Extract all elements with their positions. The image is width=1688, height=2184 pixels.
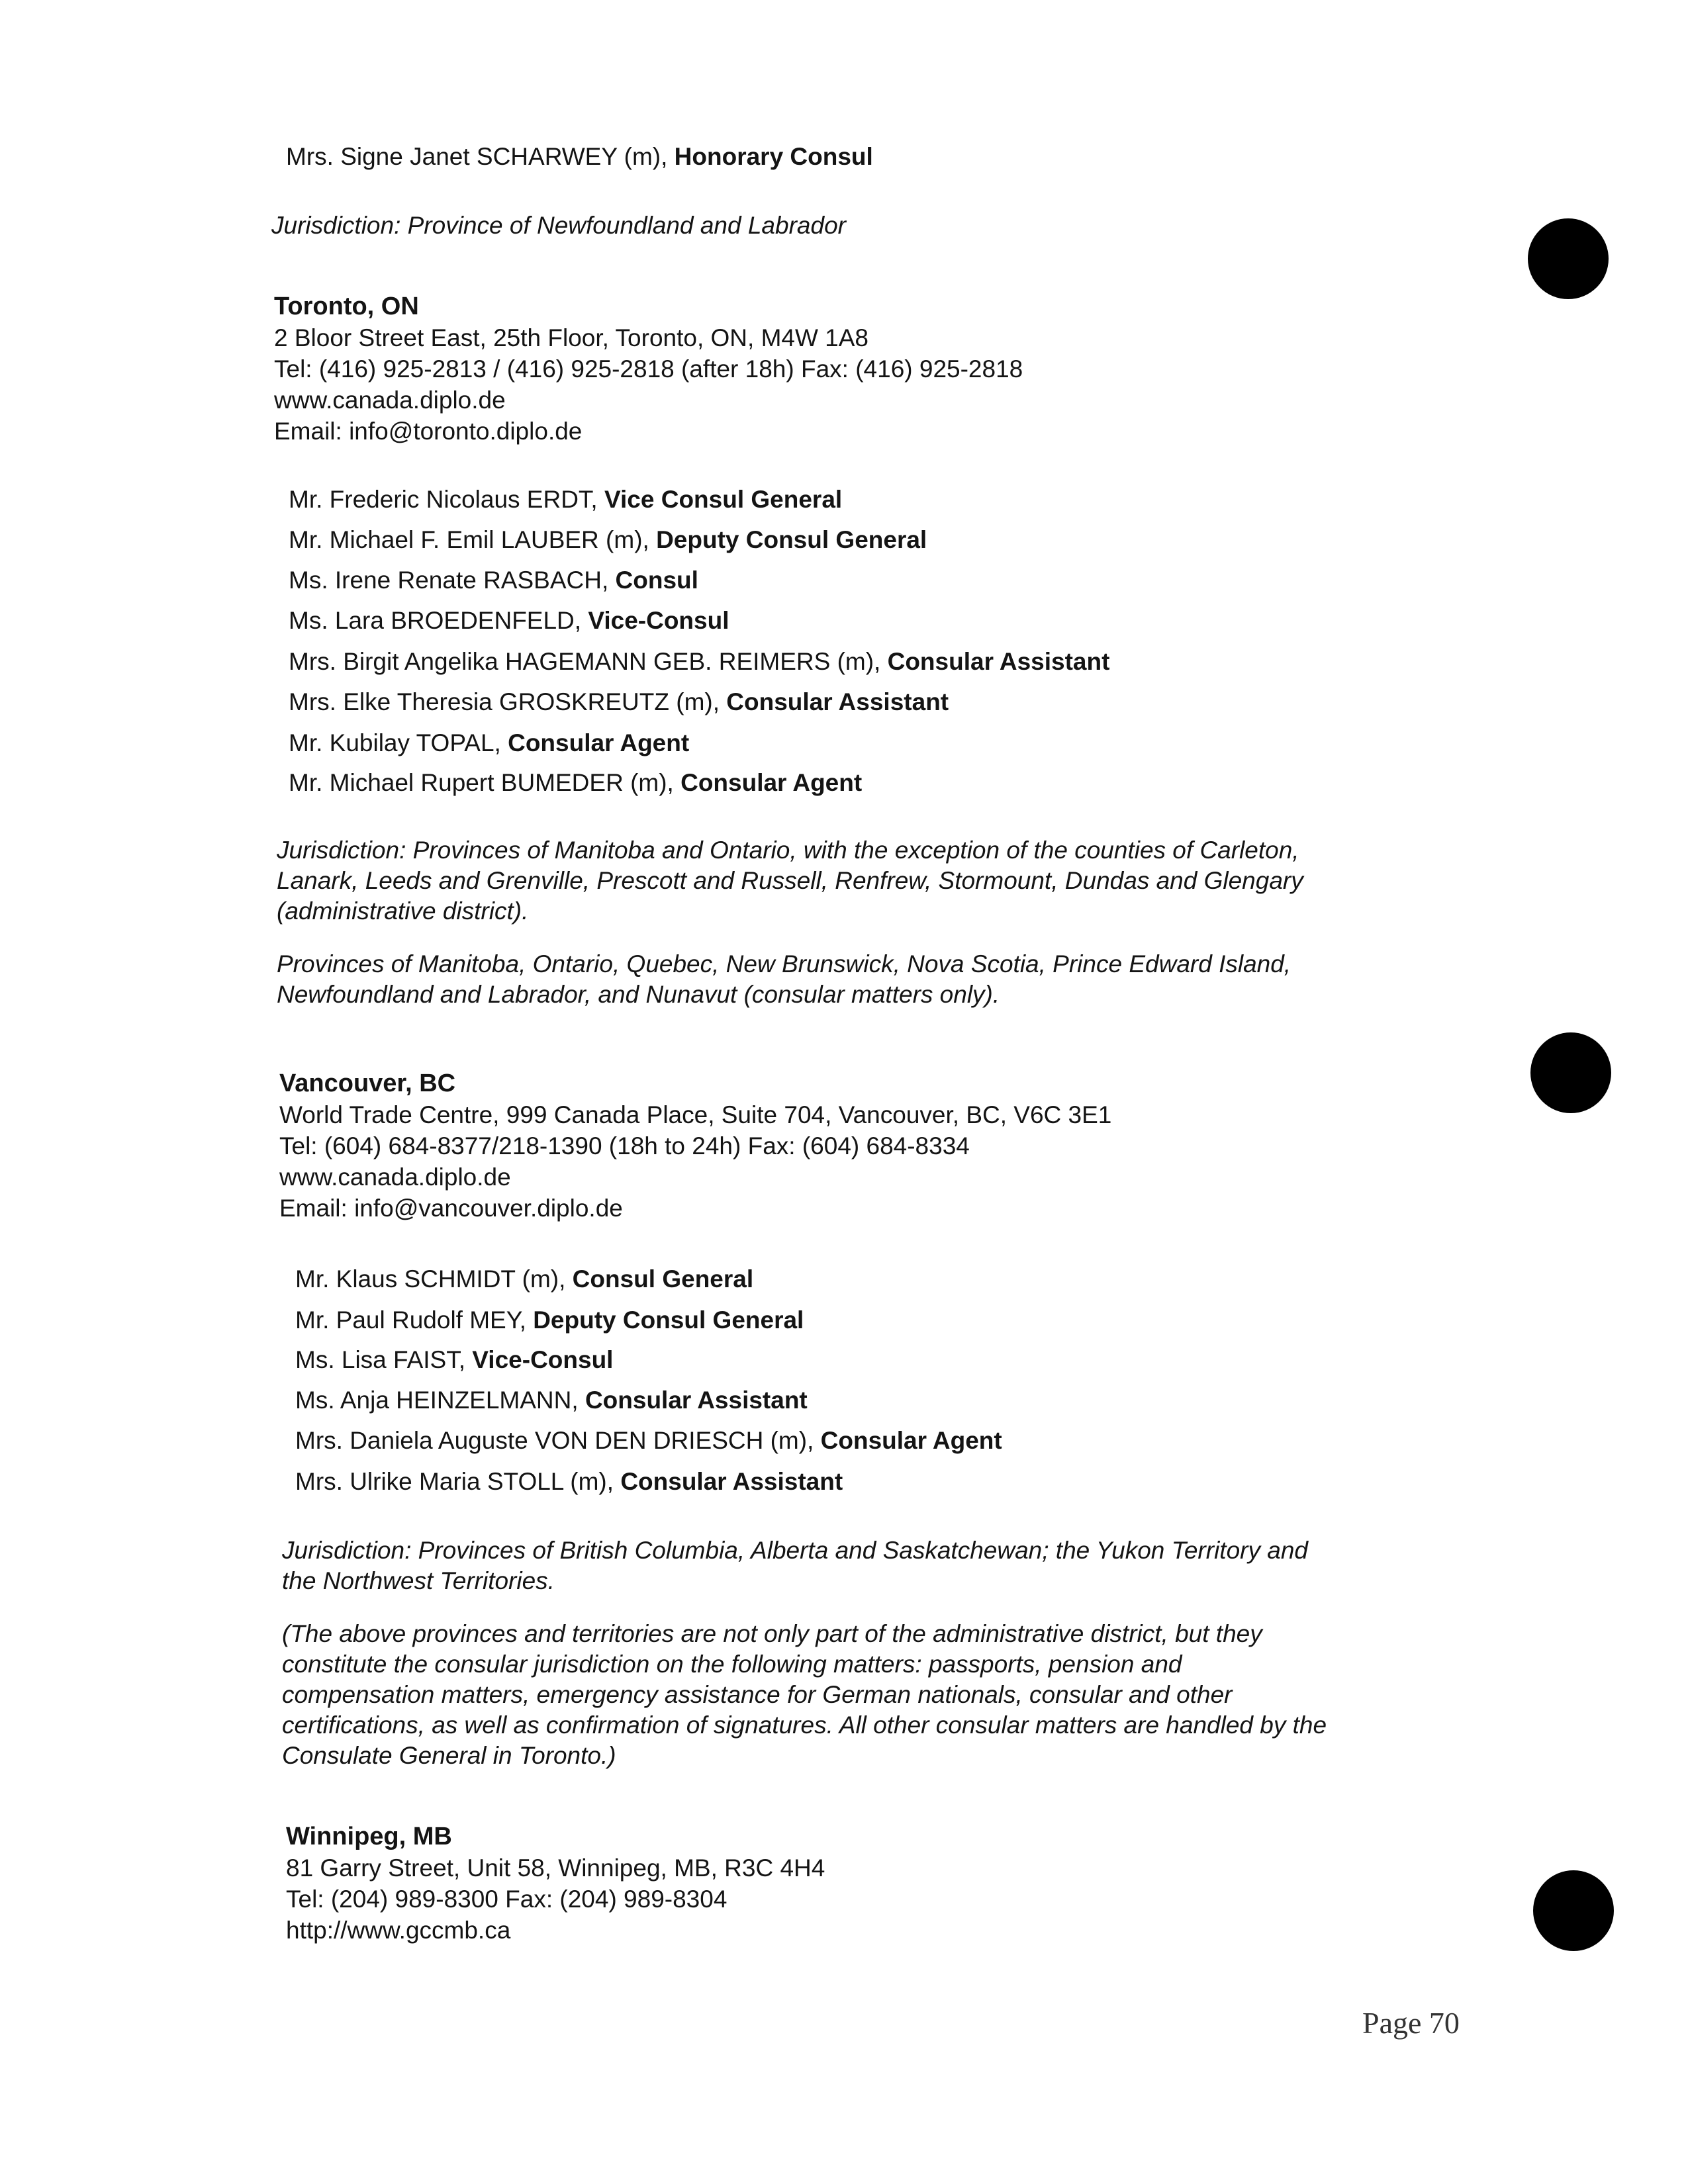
- jurisdiction-line: Provinces of Manitoba, Ontario, Quebec, New Brunswick, Nova Scotia, Prince Edward Island,: [277, 950, 1291, 978]
- jurisdiction-paragraph: [282, 1535, 1308, 1596]
- jurisdiction-line: (administrative district).: [277, 897, 529, 925]
- staff-name: Ms. Lisa FAIST,: [295, 1346, 473, 1373]
- office-website: http://www.gccmb.ca: [286, 1917, 511, 1944]
- staff-entry: [289, 687, 949, 717]
- jurisdiction-line: Lanark, Leeds and Grenville, Prescott and Russell, Renfrew, Stormount, Dundas and Glengary: [277, 867, 1303, 894]
- staff-title: Deputy Consul General: [533, 1306, 804, 1334]
- staff-entry: [289, 728, 689, 758]
- staff-title: Consular Assistant: [585, 1387, 808, 1414]
- office-phone: Tel: (604) 684-8377/218-1390 (18h to 24h) Fax: (604) 684-8334: [279, 1132, 970, 1160]
- office-address: World Trade Centre, 999 Canada Place, Suite 704, Vancouver, BC, V6C 3E1: [279, 1101, 1112, 1128]
- office-phone: Tel: (204) 989-8300 Fax: (204) 989-8304: [286, 1886, 727, 1913]
- staff-title: Honorary Consul: [674, 143, 873, 170]
- jurisdiction-line: Jurisdiction: Provinces of British Columbia, Alberta and Saskatchewan; the Yukon Territory and: [282, 1537, 1308, 1564]
- staff-name: Mr. Michael F. Emil LAUBER (m),: [289, 526, 657, 553]
- office-website: www.canada.diplo.de: [279, 1163, 511, 1191]
- staff-entry: [289, 565, 698, 596]
- page-number: Page 70: [1362, 2006, 1460, 2040]
- staff-name: Mrs. Elke Theresia GROSKREUTZ (m),: [289, 688, 727, 715]
- note-line: constitute the consular jurisdiction on the following matters: passports, pension and: [282, 1651, 1182, 1678]
- consular-jurisdiction-paragraph: [277, 949, 1291, 1010]
- toronto-address-block: [274, 291, 1023, 447]
- office-website: www.canada.diplo.de: [274, 387, 506, 414]
- staff-entry: [295, 1385, 808, 1416]
- jurisdiction-text: Jurisdiction: Province of Newfoundland and Labrador: [271, 212, 846, 239]
- staff-entry: [289, 606, 729, 636]
- office-heading: Winnipeg, MB: [286, 1823, 452, 1850]
- staff-entry: [295, 1264, 753, 1295]
- staff-name: Mrs. Birgit Angelika HAGEMANN GEB. REIMERS (m),: [289, 648, 888, 675]
- note-line: compensation matters, emergency assistance for German nationals, consular and other: [282, 1681, 1233, 1708]
- office-address: 81 Garry Street, Unit 58, Winnipeg, MB, R3C 4H4: [286, 1854, 825, 1882]
- staff-title: Consul General: [572, 1265, 754, 1293]
- staff-entry: [289, 647, 1109, 677]
- staff-entry: [289, 768, 862, 798]
- staff-name: Mr. Klaus SCHMIDT (m),: [295, 1265, 573, 1293]
- staff-title: Vice-Consul: [588, 607, 729, 634]
- staff-name: Mr. Kubilay TOPAL,: [289, 729, 508, 756]
- staff-entry: [295, 1305, 804, 1336]
- staff-name: Ms. Lara BROEDENFELD,: [289, 607, 588, 634]
- office-email: Email: info@vancouver.diplo.de: [279, 1195, 623, 1222]
- punch-hole: [1533, 1870, 1614, 1951]
- staff-name: Mrs. Ulrike Maria STOLL (m),: [295, 1468, 621, 1495]
- punch-hole: [1528, 218, 1609, 299]
- staff-entry: [295, 1426, 1002, 1456]
- office-address: 2 Bloor Street East, 25th Floor, Toronto, ON, M4W 1A8: [274, 324, 869, 351]
- staff-name: Ms. Anja HEINZELMANN,: [295, 1387, 585, 1414]
- staff-title: Deputy Consul General: [656, 526, 927, 553]
- punch-hole: [1530, 1032, 1611, 1113]
- office-email: Email: info@toronto.diplo.de: [274, 418, 583, 445]
- staff-entry: [295, 1467, 843, 1497]
- note-line: certifications, as well as confirmation of signatures. All other consular matters are handled by the: [282, 1711, 1327, 1739]
- staff-name: Mr. Paul Rudolf MEY,: [295, 1306, 534, 1334]
- staff-name: Ms. Irene Renate RASBACH,: [289, 567, 616, 594]
- staff-entry: [295, 1345, 613, 1375]
- staff-title: Consular Assistant: [620, 1468, 843, 1495]
- jurisdiction-line: the Northwest Territories.: [282, 1567, 555, 1594]
- staff-name: Mrs. Daniela Auguste VON DEN DRIESCH (m),: [295, 1427, 821, 1454]
- vancouver-address-block: [279, 1068, 1111, 1224]
- staff-title: Consular Assistant: [887, 648, 1110, 675]
- staff-name: Mr. Michael Rupert BUMEDER (m),: [289, 769, 681, 796]
- staff-name: Mr. Frederic Nicolaus ERDT,: [289, 486, 604, 513]
- jurisdiction-line: Newfoundland and Labrador, and Nunavut (consular matters only).: [277, 981, 1000, 1008]
- staff-title: Vice Consul General: [604, 486, 843, 513]
- staff-title: Consular Agent: [508, 729, 690, 756]
- jurisdiction-line: Jurisdiction: Provinces of Manitoba and Ontario, with the exception of the counties of Carleton,: [277, 837, 1299, 864]
- office-heading: Toronto, ON: [274, 293, 419, 320]
- staff-name: Mrs. Signe Janet SCHARWEY (m),: [286, 143, 675, 170]
- staff-entry: [286, 142, 873, 172]
- staff-title: Consul: [615, 567, 698, 594]
- office-heading: Vancouver, BC: [279, 1069, 456, 1097]
- note-line: Consulate General in Toronto.): [282, 1742, 616, 1769]
- staff-title: Vice-Consul: [472, 1346, 614, 1373]
- staff-title: Consular Assistant: [726, 688, 949, 715]
- winnipeg-address-block: [286, 1821, 825, 1946]
- jurisdiction-paragraph: [277, 835, 1303, 927]
- consular-note-paragraph: [282, 1619, 1327, 1771]
- staff-title: Consular Agent: [820, 1427, 1002, 1454]
- staff-entry: [289, 525, 927, 555]
- staff-title: Consular Agent: [680, 769, 863, 796]
- note-line: (The above provinces and territories are not only part of the administrative district, but they: [282, 1620, 1262, 1647]
- staff-entry: [289, 484, 842, 515]
- office-phone: Tel: (416) 925-2813 / (416) 925-2818 (after 18h) Fax: (416) 925-2818: [274, 355, 1023, 383]
